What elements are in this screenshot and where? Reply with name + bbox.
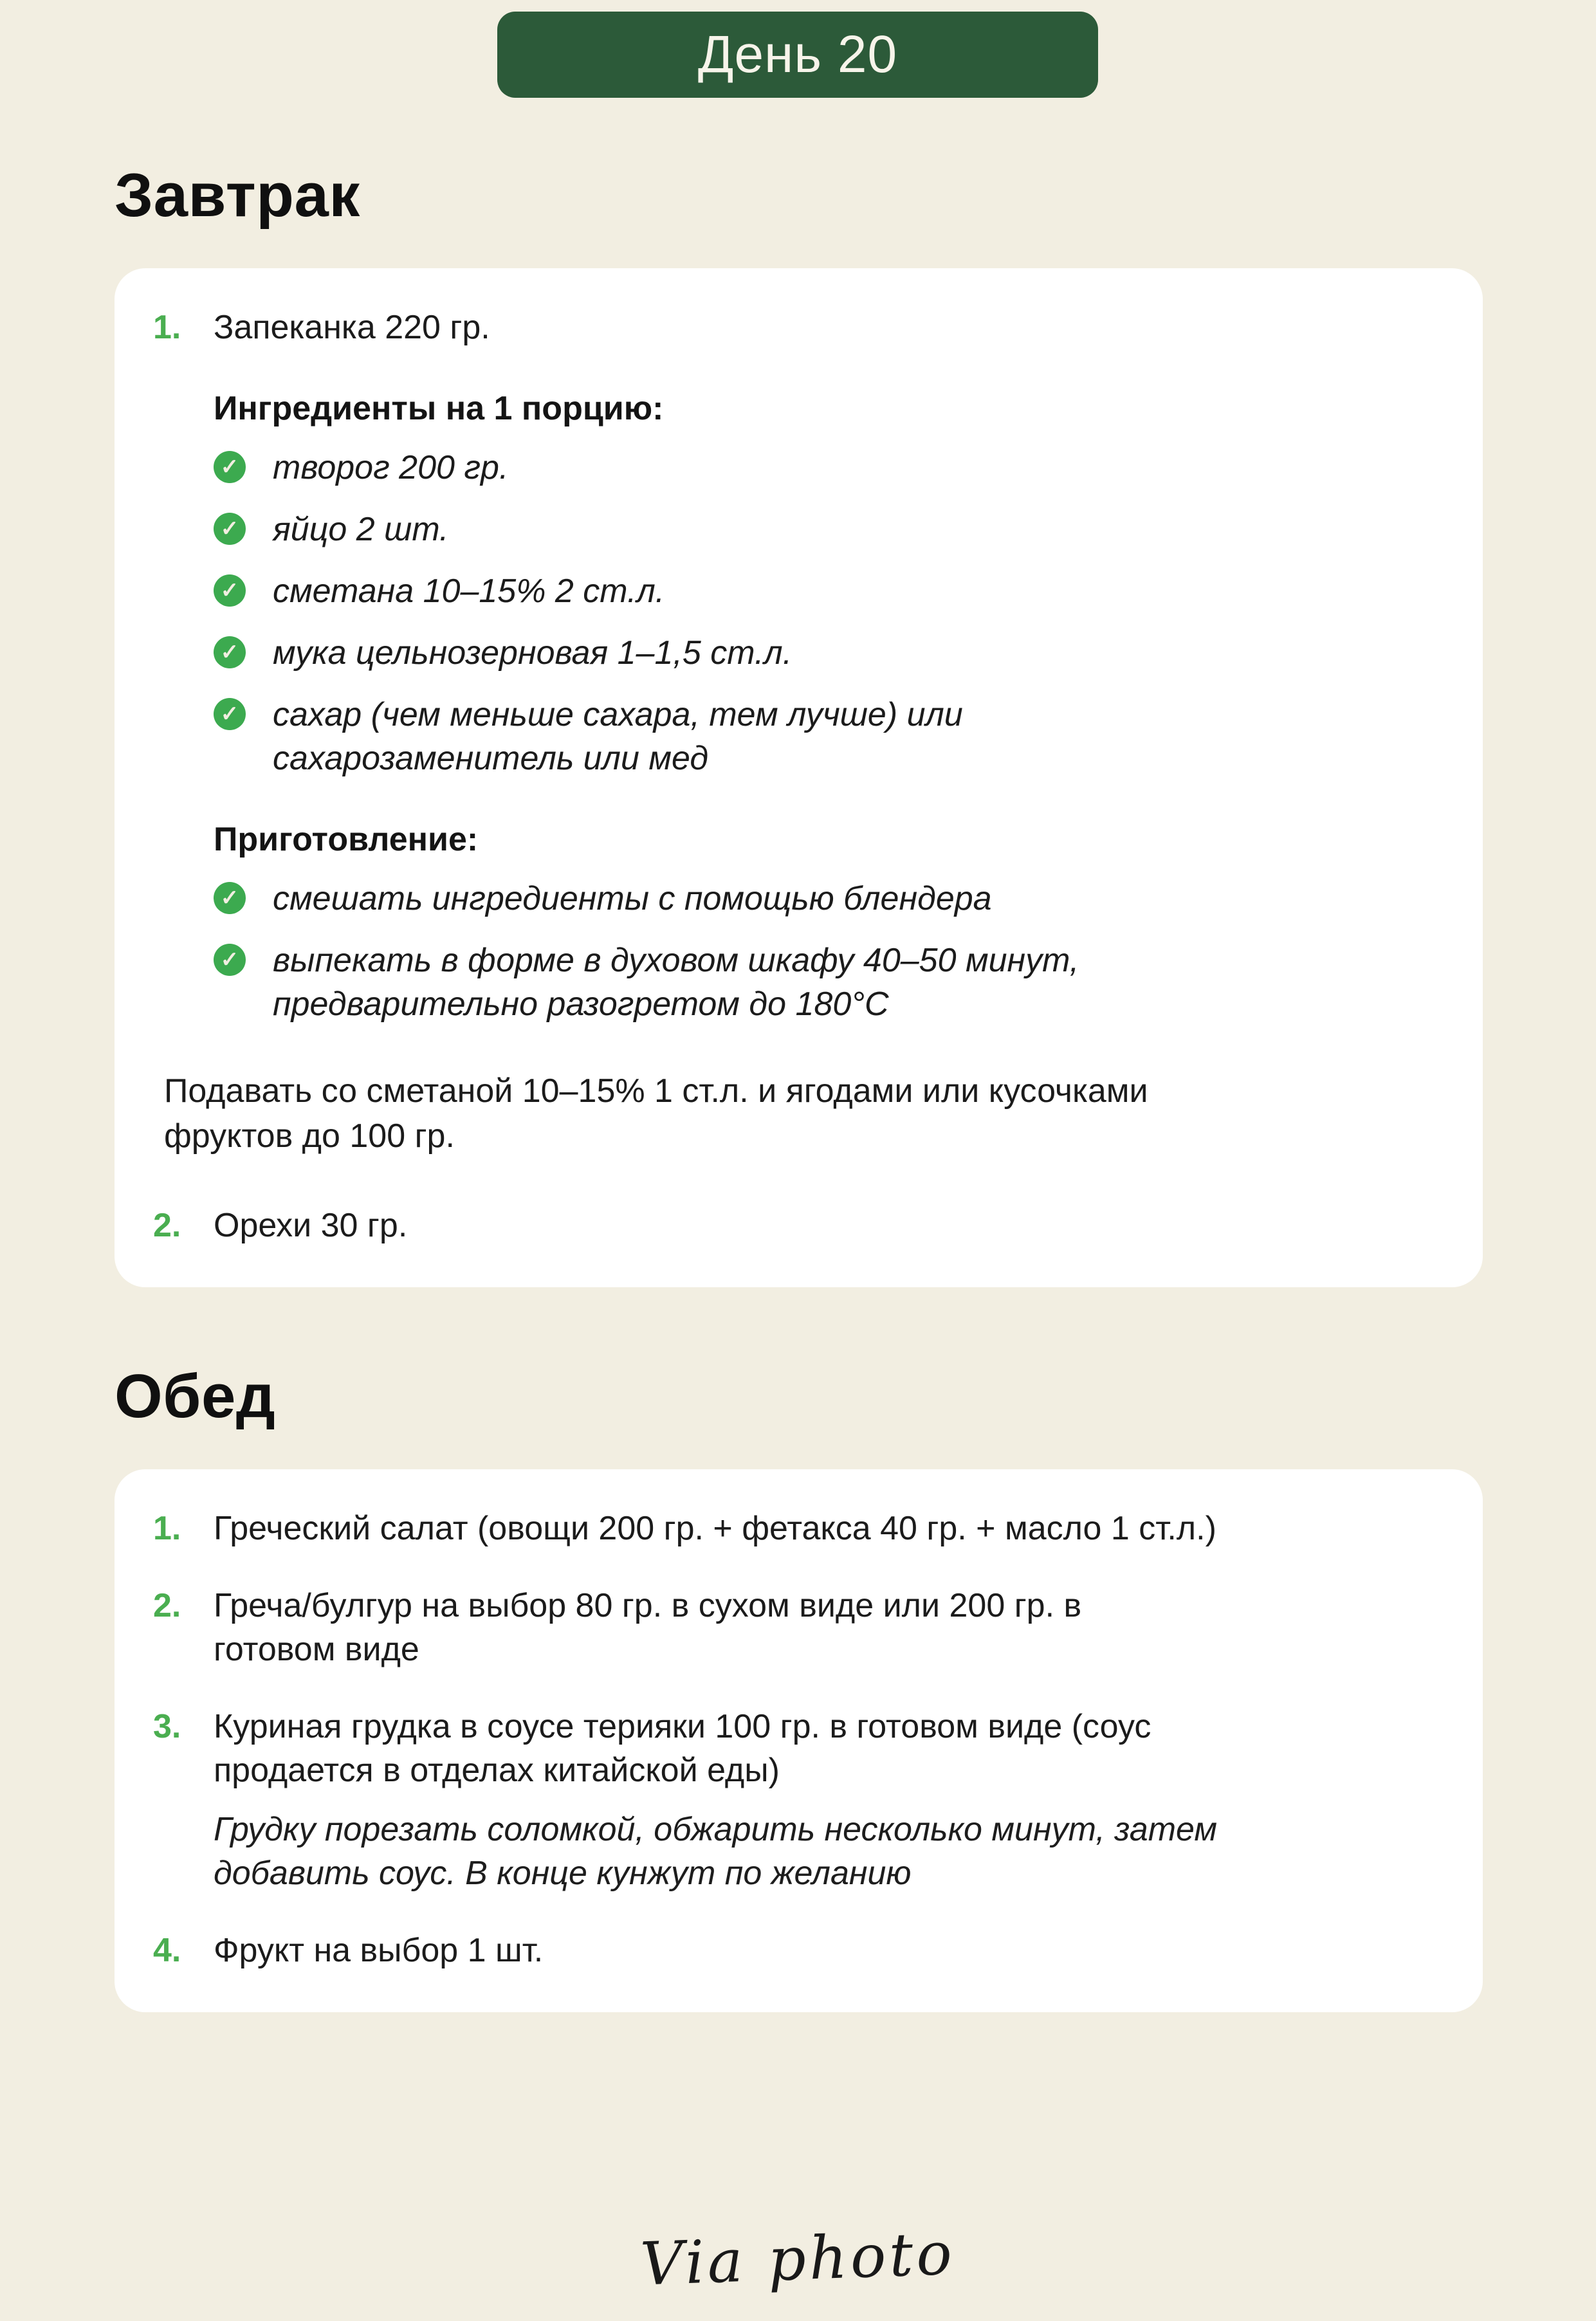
serving-note: Подавать со сметаной 10–15% 1 ст.л. и ягодами или кусочками фруктов до 100 гр. [164, 1072, 1148, 1155]
check-icon: ✓ [214, 944, 246, 976]
ingredient-item [214, 508, 1431, 551]
item-text: Куриная грудка в соусе терияки 100 гр. в готовом виде (соус продается в отделах китайской еды) [214, 1707, 1151, 1789]
item-text: Запеканка 220 гр. [214, 308, 490, 346]
ingredient-item [214, 446, 1431, 490]
item-text-block [214, 1705, 1294, 1895]
breakfast-heading: Завтрак [115, 161, 360, 230]
ingredient-text: творог 200 гр. [273, 448, 509, 486]
ingredient-text: сахар (чем меньше сахара, тем лучше) или сахарозаменитель или мед [273, 695, 963, 777]
item-text: Греческий салат (овощи 200 гр. + фетакса 40 гр. + масло 1 ст.л.) [214, 1509, 1216, 1547]
item-note: Грудку порезать соломкой, обжарить несколько минут, затем добавить соус. В конце кунжут по желанию [214, 1810, 1218, 1892]
meal-item [153, 1929, 1431, 1972]
lunch-heading: Обед [115, 1361, 276, 1431]
item-number: 1. [153, 1509, 181, 1547]
preparation-text: смешать ингредиенты с помощью блендера [273, 879, 992, 917]
day-badge: День 20 [497, 12, 1098, 98]
ingredient-item [214, 631, 1431, 675]
item-number: 2. [153, 1586, 181, 1624]
preparation-step [214, 877, 1431, 921]
meal-item [153, 1204, 1431, 1247]
check-icon: ✓ [214, 636, 246, 668]
item-text: Греча/булгур на выбор 80 гр. в сухом виде или 200 гр. в готовом виде [214, 1586, 1082, 1668]
meal-item [153, 306, 1431, 349]
check-icon: ✓ [214, 698, 246, 730]
item-number: 4. [153, 1931, 181, 1969]
ingredient-text: мука цельнозерновая 1–1,5 ст.л. [273, 634, 793, 672]
check-icon: ✓ [214, 882, 246, 914]
item-text: Фрукт на выбор 1 шт. [214, 1931, 544, 1969]
ingredients-heading: Ингредиенты на 1 порцию: [214, 389, 664, 427]
item-number: 3. [153, 1707, 181, 1745]
check-icon: ✓ [214, 574, 246, 607]
signature: Via photo [639, 2219, 957, 2299]
recipe-block [214, 389, 1431, 1026]
item-number: 2. [153, 1206, 181, 1244]
ingredient-item [214, 569, 1431, 613]
check-icon: ✓ [214, 451, 246, 483]
ingredient-text: сметана 10–15% 2 ст.л. [273, 572, 665, 610]
item-number: 1. [153, 308, 181, 346]
preparation-list [214, 877, 1431, 1026]
ingredient-text: яйцо 2 шт. [273, 510, 449, 548]
ingredients-list [214, 446, 1431, 780]
meal-item [153, 1584, 1431, 1671]
check-icon: ✓ [214, 513, 246, 545]
meal-item [153, 1507, 1431, 1550]
ingredient-item [214, 693, 1431, 780]
lunch-card [115, 1469, 1483, 2012]
item-text: Орехи 30 гр. [214, 1206, 408, 1244]
preparation-step [214, 939, 1431, 1026]
meal-plan-page [0, 12, 1595, 2299]
breakfast-card [115, 268, 1483, 1287]
preparation-heading: Приготовление: [214, 820, 479, 858]
meal-item [153, 1705, 1431, 1895]
preparation-text: выпекать в форме в духовом шкафу 40–50 минут, предварительно разогретом до 180°С [273, 941, 1079, 1023]
